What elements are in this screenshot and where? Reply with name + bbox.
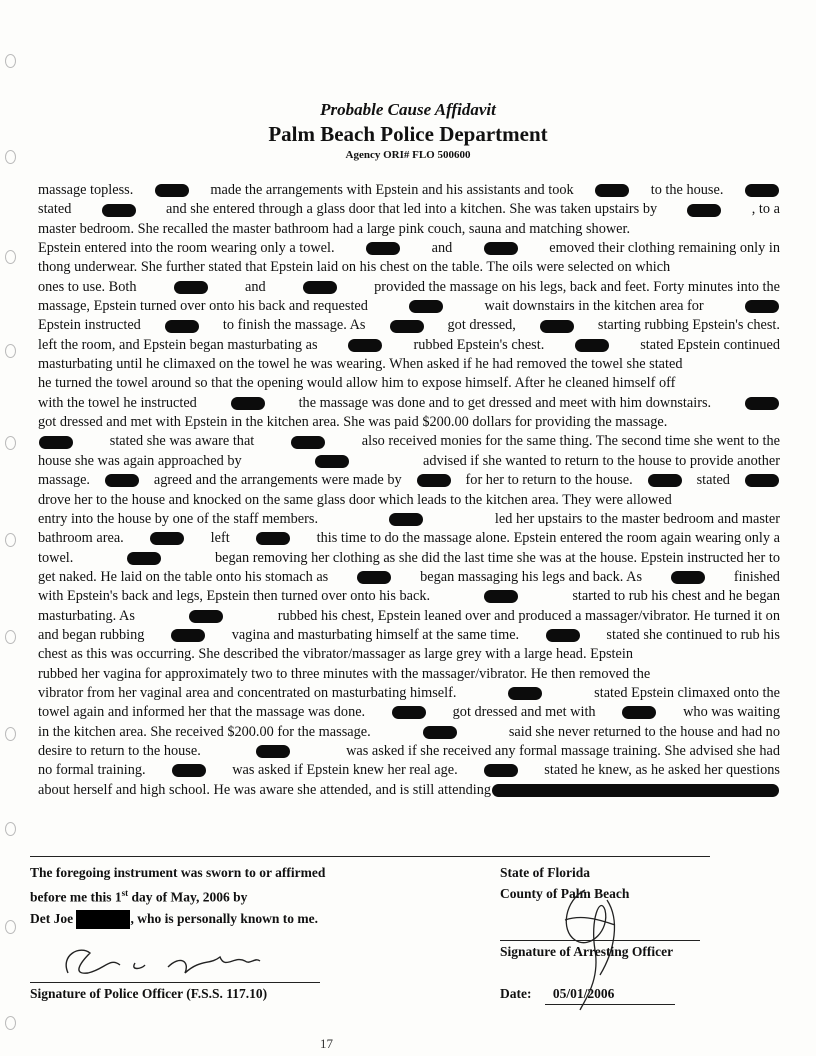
narrative-segment: massage, Epstein turned over onto his back and requested	[38, 298, 368, 315]
date-value: 05/01/2006	[552, 986, 615, 1001]
narrative-segment: also received monies for the same thing. The second time she went to the	[361, 433, 780, 450]
narrative-segment: this time to do the massage alone. Epstein entered the room again wearing only a	[316, 530, 780, 547]
narrative-segment: no formal training.	[38, 762, 146, 779]
narrative-segment: agreed and the arrangements were made by	[153, 472, 402, 489]
narrative-segment: vagina and masturbating himself at the same time.	[231, 626, 520, 643]
narrative-segment: to the house.	[650, 182, 724, 198]
narrative-line	[38, 510, 780, 529]
narrative-segment: and she entered through a glass door that led into a kitchen. She was taken upstairs by	[165, 201, 658, 218]
narrative-segment: rubbed her vagina for approximately two to three minutes with the massager/vibrator. He then removed the	[38, 665, 651, 682]
redaction-mark	[595, 184, 629, 197]
redaction-mark	[315, 455, 349, 468]
punch-hole	[5, 822, 16, 836]
narrative-segment: stated she continued to rub his	[606, 626, 780, 643]
redaction-mark	[303, 281, 337, 294]
redaction-mark	[671, 571, 705, 584]
narrative-segment: who was waiting	[683, 704, 780, 721]
narrative-line	[38, 529, 780, 548]
narrative-segment: master bedroom. She recalled the master bathroom had a large pink couch, sauna and matching shower.	[38, 220, 631, 237]
redaction-mark	[540, 320, 574, 333]
narrative-segment: get naked. He laid on the table onto his stomach as	[38, 568, 329, 585]
narrative-segment: and	[245, 278, 266, 295]
narrative-segment: began removing her clothing as she did the last time she was at the house. Epstein instructed her to	[215, 549, 780, 566]
narrative-line	[38, 220, 780, 239]
redaction-mark	[417, 474, 451, 487]
narrative-line	[38, 200, 780, 219]
narrative-line	[38, 316, 780, 335]
redaction-mark	[648, 474, 682, 487]
narrative-segment: in the kitchen area. She received $200.00 for the massage.	[38, 723, 371, 740]
narrative-segment: said she never returned to the house and had no	[508, 723, 780, 740]
narrative-segment: masturbating until he climaxed on the towel he was wearing. When asked if he had removed the towel she stated	[38, 356, 683, 373]
narrative-line	[38, 297, 780, 316]
narrative-segment: to finish the massage. As	[222, 317, 366, 334]
narrative-segment: thong underwear. She further stated that Epstein laid on his chest on the table. The oils were selected on which	[38, 259, 671, 276]
sworn-line-3: Det Joe , who is personally known to me.	[30, 908, 325, 929]
narrative-segment: rubbed his chest, Epstein leaned over and produced a massager/vibrator. He turned it on	[277, 607, 780, 624]
affidavit-title: Probable Cause Affidavit	[320, 100, 496, 119]
punch-hole	[5, 344, 16, 358]
redaction-mark	[171, 629, 205, 642]
redaction-box	[76, 910, 130, 929]
sworn-line-1: The foregoing instrument was sworn to or affirmed	[30, 865, 326, 880]
narrative-segment: masturbating. As	[38, 607, 135, 624]
punch-hole	[5, 920, 16, 934]
narrative-line	[38, 665, 780, 684]
redaction-mark	[546, 629, 580, 642]
narrative-segment: stated she was aware that	[109, 433, 255, 450]
redaction-mark	[390, 320, 424, 333]
narrative-segment: entry into the house by one of the staff members.	[38, 510, 319, 527]
narrative-segment: led her upstairs to the master bedroom and master	[494, 510, 780, 527]
redaction-mark	[150, 532, 184, 545]
redaction-mark	[575, 339, 609, 352]
narrative-segment: was asked if she received any formal massage training. She advised she had	[346, 742, 780, 759]
narrative-segment: stated	[38, 201, 72, 218]
narrative-segment: stated Epstein continued	[640, 336, 780, 353]
narrative-line	[38, 645, 780, 664]
punch-hole	[5, 250, 16, 264]
agency-ori: Agency ORI# FLO 500600	[345, 149, 471, 161]
date-row	[500, 983, 614, 1004]
narrative-segment: towel again and informed her that the massage was done.	[38, 704, 366, 721]
redaction-mark	[155, 184, 189, 197]
punch-hole	[5, 1016, 16, 1030]
narrative-segment: for her to return to the house.	[465, 472, 633, 489]
narrative-segment: got dressed and met with Epstein in the kitchen area. She was paid $200.00 dollars for providing the massage.	[38, 414, 668, 431]
redaction-mark	[622, 706, 656, 719]
narrative-segment: stated Epstein climaxed onto the	[594, 684, 780, 701]
narrative-line	[38, 626, 780, 645]
narrative-segment: Epstein instructed	[38, 317, 141, 334]
redaction-mark	[172, 764, 206, 777]
narrative-segment: with Epstein's back and legs, Epstein then turned over onto his back.	[38, 588, 431, 605]
redaction-mark	[348, 339, 382, 352]
narrative-line	[38, 587, 780, 606]
narrative-line	[38, 491, 780, 510]
sworn-statement	[30, 862, 325, 929]
redaction-mark	[745, 474, 779, 487]
narrative-segment: got dressed,	[447, 317, 516, 334]
narrative-segment: provided the massage on his legs, back and feet. Forty minutes into the	[374, 278, 780, 295]
redaction-mark	[256, 745, 290, 758]
redaction-mark	[174, 281, 208, 294]
redaction-mark	[492, 784, 779, 797]
narrative-line	[38, 761, 780, 780]
sworn-line-2: before me this 1st day of May, 2006 by	[30, 888, 248, 905]
narrative-segment: house she was again approached by	[38, 452, 242, 469]
redaction-mark	[423, 726, 457, 739]
date-label: Date:	[500, 986, 532, 1001]
punch-hole	[5, 630, 16, 644]
narrative-line	[38, 413, 780, 432]
narrative-segment: starting rubbing Epstein's chest.	[597, 317, 780, 334]
narrative-segment: desire to return to the house.	[38, 742, 201, 759]
narrative-line	[38, 549, 780, 568]
narrative-line	[38, 568, 780, 587]
narrative-segment: Epstein entered into the room wearing only a towel.	[38, 240, 335, 257]
narrative-segment: and began rubbing	[38, 626, 145, 643]
narrative-line	[38, 684, 780, 703]
page-number: 17	[320, 1036, 333, 1051]
redaction-mark	[256, 532, 290, 545]
redaction-mark	[231, 397, 265, 410]
narrative-segment: stated	[696, 472, 730, 489]
punch-hole	[5, 436, 16, 450]
narrative-segment: the massage was done and to get dressed and meet with him downstairs.	[298, 394, 712, 411]
narrative-line	[38, 355, 780, 374]
redaction-mark	[357, 571, 391, 584]
redaction-mark	[291, 436, 325, 449]
redaction-mark	[745, 300, 779, 313]
narrative-segment: got dressed and met with	[452, 704, 596, 721]
narrative-segment: made the arrangements with Epstein and his assistants and took	[210, 182, 574, 198]
narrative-segment: towel.	[38, 549, 74, 566]
narrative-segment: massage topless.	[38, 182, 134, 198]
narrative-segment: and	[431, 240, 453, 257]
redaction-mark	[392, 706, 426, 719]
redaction-mark	[745, 184, 779, 197]
redaction-mark	[484, 764, 518, 777]
punch-hole	[5, 54, 16, 68]
narrative-line	[38, 781, 780, 800]
redaction-mark	[687, 204, 721, 217]
narrative-line	[38, 258, 780, 277]
narrative-segment: finished	[733, 568, 780, 585]
narrative-line	[38, 181, 780, 200]
narrative-segment: wait downstairs in the kitchen area for	[484, 298, 704, 315]
department-name: Palm Beach Police Department	[268, 122, 548, 146]
narrative-segment: with the towel he instructed	[38, 394, 197, 411]
arresting-signature-label: Signature of Arresting Officer	[500, 944, 674, 959]
redaction-mark	[102, 204, 136, 217]
narrative-line	[38, 374, 780, 393]
narrative-segment: started to rub his chest and he began	[572, 588, 780, 605]
redaction-mark	[189, 610, 223, 623]
narrative-line	[38, 394, 780, 413]
narrative-line	[38, 607, 780, 626]
redaction-mark	[127, 552, 161, 565]
affidavit-narrative	[38, 181, 780, 800]
narrative-segment: massage.	[38, 472, 91, 489]
redaction-mark	[366, 242, 400, 255]
date-line	[545, 1004, 675, 1005]
redaction-mark	[39, 436, 73, 449]
narrative-line	[38, 703, 780, 722]
narrative-line	[38, 723, 780, 742]
redaction-mark	[105, 474, 139, 487]
narrative-segment: began massaging his legs and back. As	[420, 568, 643, 585]
narrative-segment: he turned the towel around so that the opening would allow him to expose himself. After he cleaned himself off	[38, 375, 676, 392]
redaction-mark	[484, 242, 518, 255]
redaction-mark	[409, 300, 443, 313]
narrative-segment: chest as this was occurring. She described the vibrator/massager as large grey with a large head. Epstein	[38, 646, 633, 663]
narrative-line	[38, 471, 780, 490]
narrative-segment: advised if she wanted to return to the house to provide another	[423, 452, 780, 469]
narrative-segment: left the room, and Epstein began masturbating as	[38, 336, 318, 353]
narrative-segment: drove her to the house and knocked on the same glass door which leads to the kitchen area. They were allowed	[38, 491, 672, 508]
narrative-segment: vibrator from her vaginal area and concentrated on masturbating himself.	[38, 684, 457, 701]
redaction-mark	[484, 590, 518, 603]
state-label: State of Florida	[500, 865, 590, 880]
narrative-segment: ones to use. Both	[38, 278, 137, 295]
narrative-segment: about herself and high school. He was aware she attended, and is still attending	[38, 781, 492, 798]
county-label: County of Palm Beach	[500, 886, 630, 901]
redaction-mark	[165, 320, 199, 333]
narrative-line	[38, 742, 780, 761]
redaction-mark	[745, 397, 779, 410]
narrative-segment: , to a	[751, 201, 780, 218]
narrative-segment: was asked if Epstein knew her real age.	[232, 762, 458, 779]
narrative-segment: bathroom area.	[38, 530, 124, 547]
narrative-segment: emoved their clothing remaining only in	[549, 240, 780, 257]
section-divider	[30, 856, 710, 857]
narrative-line	[38, 239, 780, 258]
police-signature-label: Signature of Police Officer (F.S.S. 117.10)	[30, 986, 268, 1001]
punch-hole	[5, 727, 16, 741]
narrative-line	[38, 278, 780, 297]
punch-hole	[5, 533, 16, 547]
narrative-segment: rubbed Epstein's chest.	[413, 336, 545, 353]
narrative-line	[38, 432, 780, 451]
narrative-segment: stated he knew, as he asked her questions	[544, 762, 780, 779]
narrative-line	[38, 452, 780, 471]
narrative-segment: left	[210, 530, 230, 547]
narrative-line	[38, 336, 780, 355]
redaction-mark	[508, 687, 542, 700]
redaction-mark	[389, 513, 423, 526]
